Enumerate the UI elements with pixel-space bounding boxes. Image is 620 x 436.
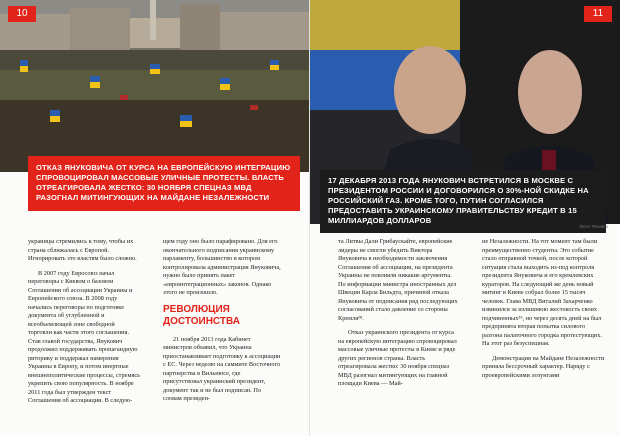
paragraph: Отказ украинского президента от курса на европейскую интеграцию спровоцировал массовые уличные протесты в Киеве и ряде других регионов страны. Власть отреагировала жестко: 30 ноября спецназ МВД разогнал митингующих на главной площади Киева — Май- [338,329,457,387]
text-column-2 [163,238,281,410]
right-page [310,0,620,436]
text-column-2 [482,238,606,386]
page-number: 11 [584,6,612,22]
photo-caption: 17 ДЕКАБРЯ 2013 ГОДА ЯНУКОВИЧ ВСТРЕТИЛСЯ В МОСКВЕ С ПРЕЗИДЕНТОМ РОССИИ И ДОГОВОРИЛСЯ О 30%-НОЙ СКИДКЕ НА РОССИЙСКИЙ ГАЗ. КРОМЕ ТОГО, ПУТИН СОГЛАСИЛСЯ ПРЕДОСТАВИТЬ УКРАИНСКОМУ ПРАВИТЕЛЬСТВУ КРЕДИТ В 15 МИЛЛИАРДОВ ДОЛЛАРОВ [320,170,606,233]
text-column-1 [338,238,458,395]
section-heading: РЕВОЛЮЦИЯ ДОСТОИНСТВА [163,303,240,327]
photo-caption: ОТКАЗ ЯНУКОВИЧА ОТ КУРСА НА ЕВРОПЕЙСКУЮ ИНТЕГРАЦИЮ СПРОВОЦИРОВАЛ МАССОВЫЕ УЛИЧНЫЕ ПРОТЕСТЫ. ВЛАСТЬ ОТРЕАГИРОВАЛА ЖЕСТКО: 30 НОЯБРЯ СПЕЦНАЗ МВД РАЗОГНАЛ МИТИНГУЮЩИХ НА МАЙДАНЕ НЕЗАЛЕЖНОСТИ [28,156,300,211]
paragraph: щем году оно было парафировано. Для его окончательного подписания украинскому парламенту, большинство в котором контролировала администрация Януковича, нужно было принять пакет «евроинтеграционных» законов. Однако этого не произошло. [163,238,281,296]
paragraph: не Незалежности. На тот момент там были преимущественно студенты. Это событие стало отправной точкой, после которой ситуация стала выходить из-под контроля президента Януковича и его кремлевских кураторов. На следующий же день новый митинг в Киеве собрал более 15 тысяч человек. Глава МВД Виталий Захарченко извинился за излишнюю жестокость своих подчиненных¹⁹, но через десять дней на был предпринята вторая попытка силового разгона палаточного городка протестующих. На этот раз безуспешная. [482,238,602,347]
paragraph: украинцы стремились к тому, чтобы их страна сближалась с Европой. Игнорировать это властям было сложно. [28,238,137,262]
photo-credit: Фото: Reuters [579,224,608,229]
paragraph: Демонстрация на Майдане Незалежности приняла бессрочный характер. Наряду с проевропейскими лозунгами [482,354,605,379]
paragraph: та Литвы Дали Грибаускайте, европейские лидеры не смогли убедить Виктора Януковича в необходимости заключения Соглашения об ассоциации, на президента Украины не повлияли никакие аргументы. По информации министра иностранных дел Швеции Карла Бильдта, причиной отказа Януковича от подписания ряд последующих согласований стало давление со стороны Кремля¹⁸. [338,238,458,322]
paragraph: 21 ноября 2013 года Кабинет министров объявил, что Украина приостанавливает подготовку к ассоциации с ЕС. Через неделю на саммите Восточного партнерства в Вильнюсе, где присутствовал украинский президент, документ так и не был подписан. По словам президен- [163,335,281,402]
maidan-crowd-photo [0,0,310,172]
maidan-crowd-illustration [0,0,310,172]
text-column-1 [28,238,140,412]
page-number: 10 [8,6,36,22]
paragraph: В 2007 году Евросоюз начал переговоры с Киевом о базовом Соглашении об ассоциации Украины и Европейского союза. В 2008 году начались переговоры по подготовке документа об углубленной и всеобъемлющей зоне свободной торговли как части этого соглашения. Став главой государства, Янукович продолжил поддерживать пропагандную риторику и поддержал намерения Украины в Европу, и потом инертные внешнеполитические процессы, стремясь укрепить свою популярность. В ноябре 2011 года был утвержден текст Соглашения об ассоциации. В следую- [28,269,141,404]
